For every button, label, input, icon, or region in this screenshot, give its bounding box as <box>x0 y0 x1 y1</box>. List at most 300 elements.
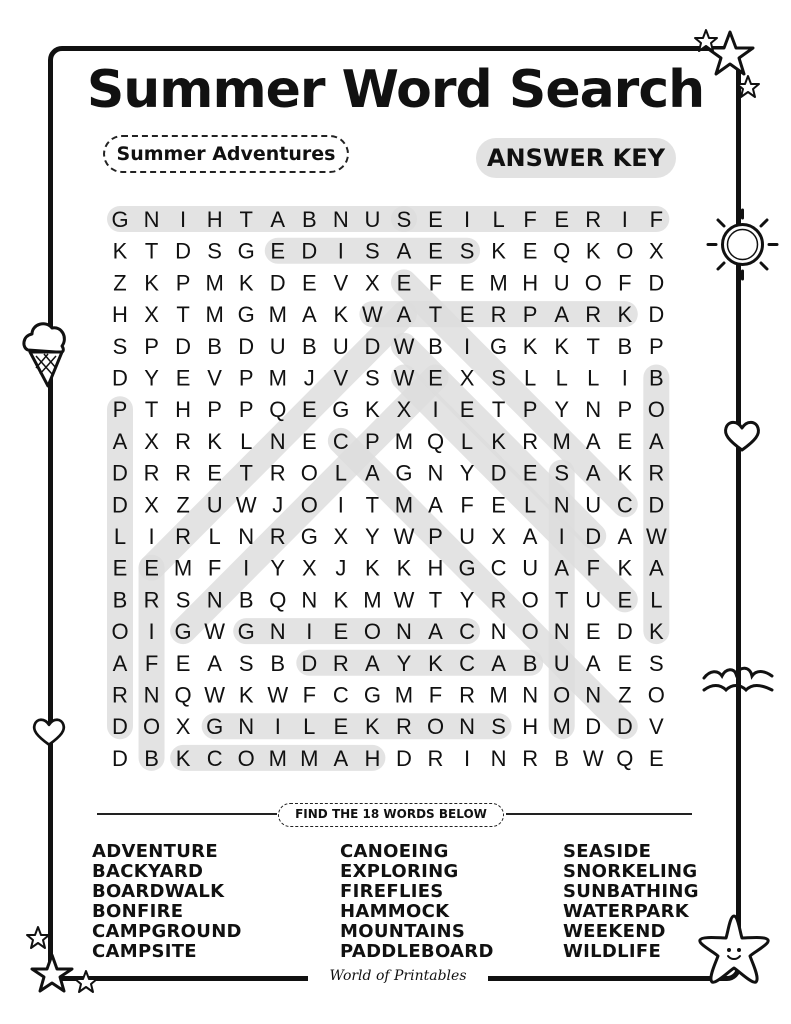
grid-letter: F <box>586 555 600 581</box>
grid-letter: Q <box>174 682 192 708</box>
grid-letter: X <box>175 714 191 740</box>
grid-letter: T <box>428 587 443 613</box>
grid-letter: R <box>427 745 444 771</box>
grid-letter: D <box>175 238 192 264</box>
grid-letter: B <box>301 207 317 232</box>
grid-letter: M <box>394 428 414 454</box>
word-item: PADDLEBOARD <box>340 941 494 962</box>
answer-highlight <box>341 441 625 726</box>
grid-letter: D <box>364 333 381 359</box>
grid-letter: N <box>332 207 349 232</box>
grid-letter: S <box>396 207 412 232</box>
grid-letter: N <box>269 428 286 454</box>
grid-letter: H <box>175 397 192 423</box>
grid-letter: M <box>363 587 382 613</box>
grid-letter: M <box>394 492 414 518</box>
word-item: HAMMOCK <box>340 901 450 922</box>
grid-letter: M <box>268 365 287 391</box>
grid-letter: N <box>553 492 570 518</box>
grid-letter: S <box>207 238 222 264</box>
grid-letter: R <box>175 428 192 454</box>
grid-letter: A <box>333 745 349 771</box>
grid-letter: K <box>365 555 380 581</box>
grid-letter: K <box>365 397 380 423</box>
grid-letter: U <box>585 587 602 613</box>
grid-letter: S <box>459 238 475 264</box>
grid-letter: D <box>112 714 128 740</box>
grid-letter: Y <box>554 397 570 423</box>
grid-letter: J <box>335 555 347 581</box>
grid-letter: K <box>333 587 349 613</box>
grid-letter: T <box>239 460 253 486</box>
grid-letter: E <box>301 270 317 296</box>
grid-letter: U <box>459 524 475 549</box>
grid-letter: I <box>558 524 565 549</box>
grid-letter: A <box>617 524 633 549</box>
grid-letter: A <box>396 302 412 328</box>
grid-letter: N <box>490 745 507 771</box>
theme-label: Summer Adventures <box>103 135 349 173</box>
grid-letter: K <box>112 238 128 264</box>
grid-letter: T <box>144 397 159 423</box>
grid-letter: M <box>489 682 508 708</box>
grid-letter: N <box>459 714 475 740</box>
grid-letter: W <box>393 333 415 359</box>
grid-letter: B <box>112 587 128 613</box>
grid-letter: F <box>428 682 443 708</box>
grid-letter: E <box>459 270 475 296</box>
grid-letter: N <box>585 682 602 708</box>
heart-icon <box>722 418 762 454</box>
page-title: Summer Word Search <box>86 60 705 120</box>
grid-letter: L <box>587 365 600 391</box>
grid-letter: G <box>206 714 224 740</box>
grid-letter: Q <box>269 587 287 613</box>
grid-letter: O <box>237 745 255 771</box>
grid-letter: B <box>270 650 286 676</box>
grid-letter: Q <box>269 397 287 423</box>
grid-letter: L <box>208 524 221 549</box>
grid-letter: E <box>428 365 443 391</box>
word-item: BOARDWALK <box>92 881 225 902</box>
word-item: EXPLORING <box>340 861 459 882</box>
grid-letter: H <box>522 714 539 740</box>
grid-letter: A <box>585 460 601 486</box>
grid-letter: O <box>426 714 445 740</box>
grid-letter: H <box>112 302 128 328</box>
grid-letter: F <box>649 207 664 232</box>
grid-letter: X <box>333 524 349 549</box>
grid-letter: U <box>553 650 570 676</box>
grid-letter: E <box>270 238 286 264</box>
grid-letter: Q <box>616 745 634 771</box>
grid-letter: I <box>148 524 155 549</box>
grid-letter: X <box>365 270 380 296</box>
grid-letter: F <box>523 207 537 232</box>
word-item: SNORKELING <box>563 861 698 882</box>
grid-letter: D <box>648 302 665 328</box>
grid-letter: T <box>144 238 159 264</box>
word-item: FIREFLIES <box>340 881 444 902</box>
grid-letter: D <box>269 270 286 296</box>
grid-letter: R <box>522 745 539 771</box>
grid-letter: I <box>432 397 439 423</box>
grid-letter: M <box>173 555 193 581</box>
grid-letter: N <box>490 619 507 645</box>
grid-letter: G <box>300 524 318 549</box>
grid-letter: X <box>144 492 159 518</box>
grid-letter: G <box>174 619 192 645</box>
grid-letter: G <box>458 555 476 581</box>
grid-letter: M <box>268 745 287 771</box>
grid-letter: D <box>112 492 128 518</box>
grid-letter: E <box>617 587 633 613</box>
grid-letter: L <box>650 587 663 613</box>
grid-letter: M <box>489 270 508 296</box>
grid-letter: T <box>491 397 506 423</box>
grid-letter: K <box>522 333 538 359</box>
grid-letter: M <box>205 302 224 328</box>
grid-letter: P <box>207 397 222 423</box>
grid-letter: B <box>238 587 254 613</box>
grid-letter: X <box>649 238 664 264</box>
grid-letter: N <box>238 714 255 740</box>
grid-letter: D <box>616 714 633 740</box>
grid-letter: Z <box>176 492 190 518</box>
grid-letter: A <box>649 428 664 454</box>
grid-letter: S <box>238 650 254 676</box>
grid-letter: K <box>585 238 601 264</box>
grid-letter: A <box>270 207 286 232</box>
grid-letter: B <box>617 333 633 359</box>
grid-letter: V <box>333 365 349 391</box>
grid-letter: E <box>522 238 538 264</box>
grid-letter: T <box>239 207 253 232</box>
grid-letter: D <box>585 524 602 549</box>
grid-letter: S <box>491 714 506 740</box>
grid-letter: P <box>175 270 191 296</box>
grid-letter: D <box>648 270 665 296</box>
grid-letter: I <box>463 745 471 771</box>
grid-letter: P <box>522 302 538 328</box>
grid-letter: X <box>396 397 412 423</box>
grid-letter: I <box>337 238 344 264</box>
grid-letter: V <box>649 714 664 740</box>
grid-letter: O <box>363 619 381 645</box>
grid-letter: G <box>332 397 350 423</box>
grid-letter: R <box>522 428 539 454</box>
ice-cream-icon <box>18 318 73 390</box>
grid-letter: R <box>459 682 475 708</box>
grid-letter: Z <box>113 270 127 296</box>
grid-letter: W <box>393 524 415 549</box>
word-item: SUNBATHING <box>563 881 699 902</box>
grid-letter: D <box>648 492 665 518</box>
grid-letter: O <box>616 238 634 264</box>
grid-letter: S <box>365 365 380 391</box>
footer-brand: World of Printables <box>308 968 488 984</box>
grid-letter: A <box>365 460 380 486</box>
grid-letter: P <box>238 397 254 423</box>
grid-letter: S <box>112 333 128 359</box>
grid-letter: L <box>524 492 537 518</box>
grid-letter: R <box>648 460 665 486</box>
grid-letter: K <box>238 682 254 708</box>
grid-letter: W <box>393 587 415 613</box>
grid-letter: L <box>303 714 316 740</box>
grid-letter: O <box>647 397 665 423</box>
grid-letter: E <box>585 619 601 645</box>
grid-letter: N <box>585 397 602 423</box>
grid-letter: X <box>144 302 159 328</box>
grid-letter: K <box>333 302 349 328</box>
grid-letter: P <box>522 397 538 423</box>
grid-letter: B <box>144 745 159 771</box>
grid-letter: I <box>180 207 187 232</box>
grid-letter: C <box>459 650 475 676</box>
grid-letter: S <box>554 460 570 486</box>
grid-letter: A <box>207 650 222 676</box>
grid-letter: A <box>428 619 443 645</box>
grid-letter: O <box>521 587 539 613</box>
grid-letter: K <box>491 428 506 454</box>
grid-letter: T <box>176 302 190 328</box>
grid-letter: I <box>463 207 471 232</box>
grid-letter: N <box>522 682 539 708</box>
grid-letter: O <box>300 492 318 518</box>
grid-letter: I <box>621 365 628 391</box>
grid-letter: A <box>365 650 380 676</box>
grid-letter: D <box>616 619 633 645</box>
grid-letter: K <box>617 555 633 581</box>
grid-letter: H <box>206 207 223 232</box>
grid-letter: U <box>585 492 602 518</box>
grid-letter: C <box>332 682 349 708</box>
grid-letter: L <box>555 365 568 391</box>
grid-letter: G <box>237 302 255 328</box>
stars-top-right-icon <box>690 26 770 106</box>
grid-letter: P <box>428 524 443 549</box>
grid-letter: G <box>237 619 255 645</box>
grid-letter: M <box>552 428 571 454</box>
grid-letter: N <box>301 587 318 613</box>
grid-letter: E <box>396 270 412 296</box>
grid-letter: D <box>112 365 128 391</box>
word-list-column-3 <box>563 842 699 962</box>
grid-letter: D <box>396 745 412 771</box>
grid-letter: L <box>524 365 537 391</box>
grid-letter: E <box>301 397 317 423</box>
grid-letter: Y <box>396 650 412 676</box>
grid-letter: K <box>554 333 570 359</box>
grid-letter: D <box>112 460 128 486</box>
grid-letter: E <box>554 207 570 232</box>
grid-letter: N <box>143 682 160 708</box>
grid-letter: N <box>143 207 160 232</box>
grid-letter: A <box>301 302 317 328</box>
grid-letter: M <box>394 682 414 708</box>
grid-letter: S <box>365 238 380 264</box>
grid-letter: F <box>144 650 159 676</box>
grid-letter: C <box>616 492 633 518</box>
grid-letter: L <box>460 428 474 454</box>
grid-letter: W <box>582 745 604 771</box>
grid-letter: E <box>617 428 633 454</box>
grid-letter: U <box>522 555 539 581</box>
grid-letter: B <box>428 333 443 359</box>
grid-letter: E <box>333 619 349 645</box>
grid-letter: H <box>522 270 539 296</box>
word-item: CANOEING <box>340 841 449 862</box>
grid-letter: M <box>268 302 287 328</box>
heart-icon <box>31 715 67 749</box>
grid-letter: T <box>365 492 380 518</box>
grid-letter: D <box>112 745 128 771</box>
grid-letter: Y <box>459 587 475 613</box>
grid-letter: S <box>175 587 191 613</box>
grid-letter: N <box>238 524 255 549</box>
divider-line <box>97 813 277 815</box>
grid-letter: R <box>143 587 160 613</box>
grid-letter: B <box>522 650 538 676</box>
grid-letter: M <box>552 714 571 740</box>
grid-letter: R <box>143 460 160 486</box>
grid-letter: K <box>617 302 633 328</box>
grid-letter: P <box>365 428 380 454</box>
grid-letter: E <box>428 207 443 232</box>
grid-letter: T <box>554 587 569 613</box>
starfish-icon <box>696 912 772 988</box>
grid-letter: E <box>459 397 475 423</box>
grid-letter: R <box>332 650 349 676</box>
grid-letter: R <box>269 460 286 486</box>
grid-letter: E <box>175 650 191 676</box>
waves-icon <box>700 660 778 700</box>
grid-letter: W <box>362 302 383 328</box>
grid-letter: F <box>460 492 474 518</box>
grid-letter: A <box>585 650 601 676</box>
grid-letter: N <box>553 619 570 645</box>
grid-letter: X <box>144 428 159 454</box>
grid-letter: O <box>521 619 539 645</box>
grid-letter: K <box>491 238 506 264</box>
grid-letter: F <box>207 555 222 581</box>
grid-letter: Y <box>459 460 475 486</box>
grid-letter: N <box>269 619 286 645</box>
grid-letter: I <box>621 207 628 232</box>
find-words-label: FIND THE 18 WORDS BELOW <box>278 803 504 827</box>
grid-letter: E <box>301 428 317 454</box>
grid-letter: Y <box>365 524 380 549</box>
divider-line <box>506 813 692 815</box>
grid-letter: B <box>554 745 570 771</box>
grid-letter: K <box>207 428 222 454</box>
grid-letter: G <box>490 333 508 359</box>
grid-letter: S <box>649 650 664 676</box>
grid-letter: K <box>396 555 412 581</box>
grid-letter: A <box>585 428 601 454</box>
grid-letter: H <box>427 555 444 581</box>
grid-letter: K <box>365 714 380 740</box>
grid-letter: K <box>617 460 633 486</box>
grid-letter: I <box>463 333 471 359</box>
grid-letter: P <box>112 397 128 423</box>
grid-letter: T <box>428 302 443 328</box>
grid-letter: A <box>491 650 506 676</box>
grid-letter: I <box>337 492 344 518</box>
grid-letter: E <box>175 365 191 391</box>
word-list-column-2 <box>340 842 494 962</box>
grid-letter: W <box>393 365 415 391</box>
grid-letter: R <box>490 587 507 613</box>
grid-letter: G <box>363 682 381 708</box>
word-item: SEASIDE <box>563 841 652 862</box>
grid-letter: P <box>238 365 254 391</box>
grid-letter: M <box>300 745 319 771</box>
word-item: MOUNTAINS <box>340 921 466 942</box>
grid-letter: U <box>206 492 223 518</box>
grid-letter: G <box>395 460 413 486</box>
grid-letter: L <box>334 460 347 486</box>
grid-letter: C <box>206 745 223 771</box>
grid-letter: T <box>586 333 600 359</box>
grid-letter: W <box>267 682 289 708</box>
answer-highlights <box>120 219 656 758</box>
grid-letter: O <box>111 619 129 645</box>
grid-letter: A <box>112 650 128 676</box>
grid-letter: E <box>617 650 633 676</box>
grid-letter: E <box>207 460 222 486</box>
grid-letter: L <box>113 524 127 549</box>
grid-letter: X <box>459 365 475 391</box>
grid-letter: K <box>649 619 664 645</box>
grid-letter: R <box>269 524 286 549</box>
grid-letter: N <box>396 619 412 645</box>
grid-letter: K <box>428 650 443 676</box>
word-list-column-1 <box>92 842 242 962</box>
grid-letter: E <box>649 745 664 771</box>
grid-letter: O <box>142 714 161 740</box>
grid-letter: I <box>243 555 250 581</box>
grid-letter: H <box>364 745 381 771</box>
grid-letter: U <box>332 333 349 359</box>
grid-letter: W <box>204 619 226 645</box>
grid-letter: F <box>428 270 443 296</box>
grid-letter: P <box>144 333 159 359</box>
grid-letter: Z <box>618 682 632 708</box>
grid-letter: Y <box>144 365 159 391</box>
grid-letter: E <box>459 302 475 328</box>
grid-letter: J <box>272 492 284 518</box>
grid-letter: A <box>649 555 664 581</box>
grid-letter: R <box>490 302 507 328</box>
grid-letter: I <box>148 619 155 645</box>
grid-letter: Q <box>553 238 571 264</box>
grid-letter: V <box>333 270 349 296</box>
grid-letter: A <box>554 302 570 328</box>
grid-letter: I <box>306 619 313 645</box>
grid-letter: A <box>396 238 412 264</box>
grid-letter: R <box>585 302 602 328</box>
grid-letter: D <box>585 714 602 740</box>
grid-letter: K <box>144 270 159 296</box>
grid-letter: F <box>618 270 632 296</box>
word-item: CAMPGROUND <box>92 921 242 942</box>
word-item: BACKYARD <box>92 861 204 882</box>
grid-letter: D <box>301 238 318 264</box>
grid-letter: A <box>554 555 570 581</box>
word-item: WATERPARK <box>563 901 689 922</box>
